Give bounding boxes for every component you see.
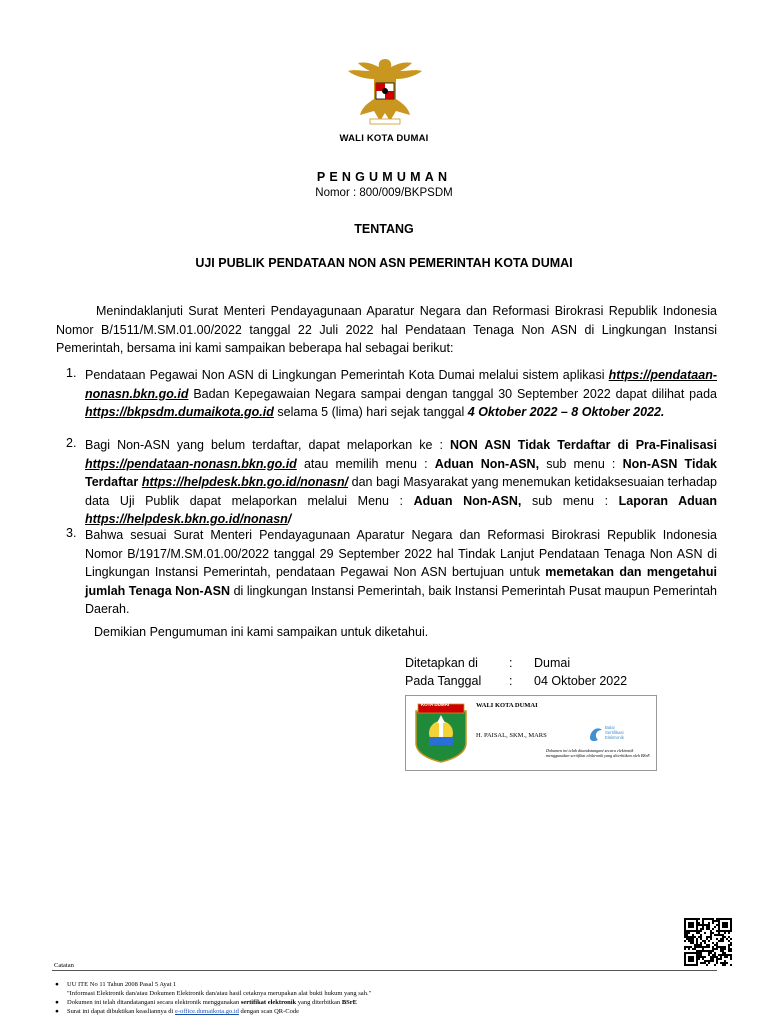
footer-quote: "Informasi Elektronik dan/atau Dokumen Elektronik dan/atau hasil cetaknya merupakan alat bukti hukum yang sah." [67,990,372,997]
link-suffix: / [287,512,292,526]
footer-divider [52,970,717,971]
document-title: PENGUMUMAN [316,170,452,184]
intro-paragraph [56,302,717,358]
item-text: sub menu : [532,493,609,508]
electronic-signature-box [405,695,657,771]
about-heading: TENTANG [354,222,414,236]
document-subject: UJI PUBLIK PENDATAAN NON ASN PEMERINTAH KOTA DUMAI [195,256,573,270]
signer-office: WALI KOTA DUMAI [476,702,538,709]
qr-code-icon [684,918,732,966]
kota-dumai-logo-icon [412,701,470,763]
purpose-text: memetakan dan mengetahui jumlah Tenaga Non-ASN [85,565,717,598]
bsre-label: Balai Sertifikasi Elektronik [605,725,624,740]
intro-text: Menindaklanjuti Surat Menteri Pendayagunaan Aparatur Negara dan Reformasi Birokrasi Republik Indonesia Nomor B/1511/M.SM.01.00/2022 tanggal 22 Juli 2022 hal Pendataan Tenaga Non ASN di Lingkungan Instansi Pemerintah, bersama ini kami sampaikan beberapa hal sebagai berikut: [56,304,717,355]
signature-note: Dokumen ini telah ditandatangani secara elektronik menggunakan sertifikat elektronik yang diterbitkan oleh BSrE [546,748,650,758]
garuda-emblem-icon [344,55,426,127]
item-text: sub menu : [546,456,616,471]
logo-text: KOTA DUMAI [420,702,450,707]
item-text: Bagi Non-ASN yang belum terdaftar, dapat melaporkan ke : [85,438,443,452]
eoffice-link[interactable]: e-office.dumaikota.go.id [174,1008,239,1015]
item-text: dan bagi Masyarakat yang menemukan ketidaksesuaian terhadap data Uji Publik dapat melaporkan melalui Menu : [85,475,717,508]
item-text: di lingkungan Instansi Pemerintah, baik Instansi Pemerintah Pusat maupun Pemerintah Daerah. [85,583,717,616]
period-dates: 4 Oktober 2022 – 8 Oktober 2022. [467,405,665,419]
footer-note: ● Surat ini dapat dibuktikan keasliannya di e-office.dumaikota.go.id dengan scan QR-Code [55,1008,300,1015]
place-value: Dumai [534,656,571,670]
footer-note: ● Dokumen ini telah ditandatangani secara elektronik menggunakan sertifikat elektronik yang diterbitkan BSrE [55,999,357,1006]
pendataan-link[interactable]: https://pendataan-nonasn.bkn.go.id [85,368,717,401]
item-text: selama 5 (lima) hari sejak tanggal [277,405,465,419]
submenu-name: Laporan Aduan [618,493,717,508]
item-text: Badan Kepegawaian Negara sampai dengan tanggal 30 September 2022 dapat dilihat pada [193,386,717,401]
bullet-icon: ● [55,1008,59,1015]
list-number: 1. [66,366,77,380]
item-text: atau memilih menu : [303,456,428,471]
pendataan-link[interactable]: https://pendataan-nonasn.bkn.go.id [85,456,297,471]
bullet-icon: ● [55,999,59,1006]
place-separator: : [509,656,513,670]
bullet-icon: ● [55,981,59,988]
bkpsdm-link[interactable]: https://bkpsdm.dumaikota.go.id [85,405,274,419]
footer-note: ● UU ITE No 11 Tahun 2008 Pasal 5 Ayat 1 [55,981,177,988]
date-value: 04 Oktober 2022 [534,674,628,688]
helpdesk-link[interactable]: https://helpdesk.bkn.go.id/nonasn [85,512,288,526]
list-number: 3. [66,526,77,540]
place-label: Ditetapkan di [405,656,478,670]
menu-name: Aduan Non-ASN, [434,456,540,471]
list-number: 2. [66,436,77,450]
issuer-name: WALI KOTA DUMAI [339,133,429,144]
menu-name: NON ASN Tidak Terdaftar di Pra-Finalisasi [449,438,717,452]
date-label: Pada Tanggal [405,674,482,688]
signer-name: H. PAISAL, SKM., MARS [476,732,547,739]
document-number: Nomor : 800/009/BKPSDM [315,187,453,199]
submenu-name: Non-ASN Tidak Terdaftar [85,456,717,489]
closing-text: Demikian Pengumuman ini kami sampaikan untuk diketahui. [94,625,429,639]
helpdesk-link[interactable]: https://helpdesk.bkn.go.id/nonasn/ [141,475,349,489]
menu-name: Aduan Non-ASN, [413,493,522,508]
date-separator: : [509,674,513,688]
footer-label: Catatan [54,962,74,969]
item-text: Bahwa sesuai Surat Menteri Pendayagunaan Aparatur Negara dan Reformasi Birokrasi Republik Indonesia Nomor B/1917/M.SM.01.00/2022 tanggal 29 September 2022 hal Tindak Lanjut Pendataan Tenaga Non ASN di Lingkungan Instansi Pemerintah, pendataan Pegawai Non ASN bertujuan untuk [85,528,717,579]
item-text: Pendataan Pegawai Non ASN di Lingkungan Pemerintah Kota Dumai melalui sistem aplikasi [85,368,605,382]
